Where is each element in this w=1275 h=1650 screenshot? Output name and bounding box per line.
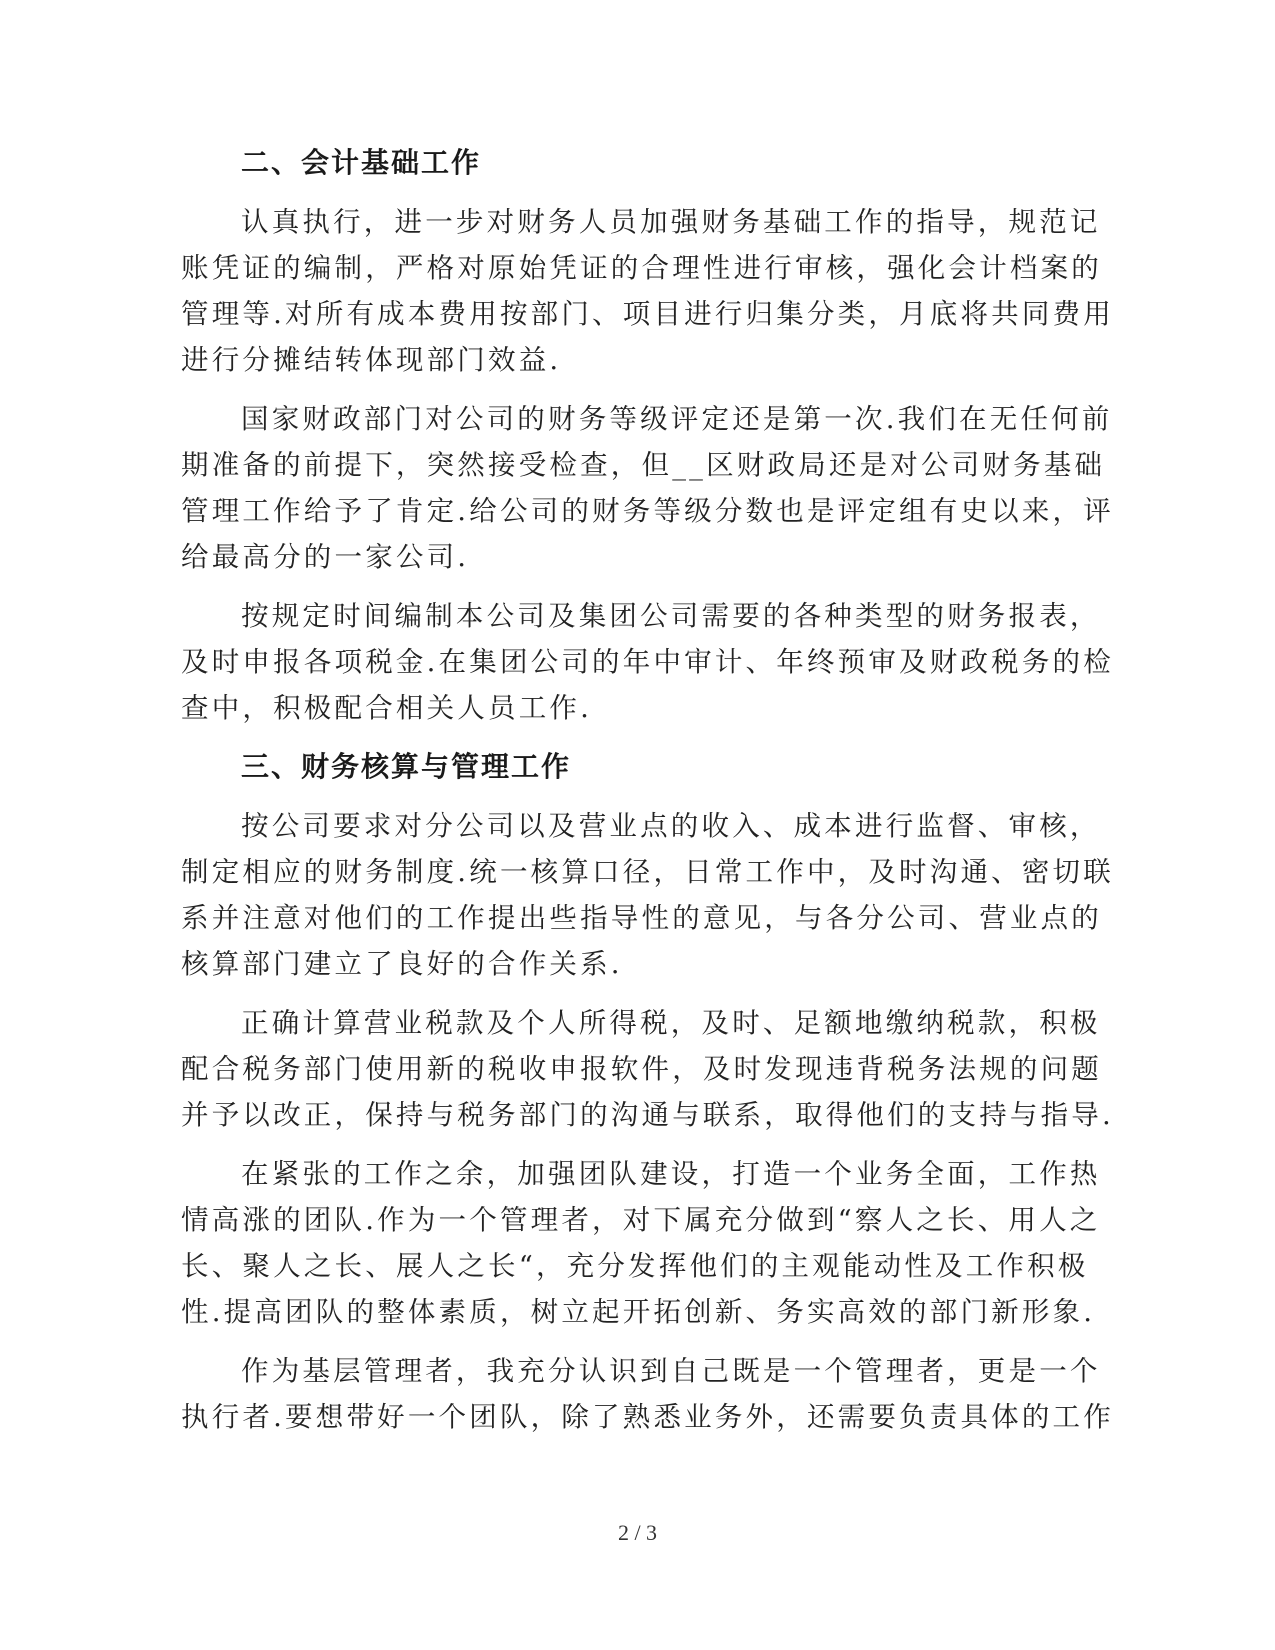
text-line: 账凭证的编制，严格对原始凭证的合理性进行审核，强化会计档案的 xyxy=(181,252,1102,284)
text-line: 管理等.对所有成本费用按部门、项目进行归集分类，月底将共同费用 xyxy=(181,298,1114,330)
text-line: 系并注意对他们的工作提出些指导性的意见，与各分公司、营业点的 xyxy=(181,902,1102,934)
paragraph-taxes xyxy=(181,1000,1114,1138)
text-line: 按公司要求对分公司以及营业点的收入、成本进行监督、审核， xyxy=(241,810,1101,842)
text-line: 查中，积极配合相关人员工作. xyxy=(181,692,593,724)
text-line: 核算部门建立了良好的合作关系. xyxy=(181,948,623,980)
text-line: 国家财政部门对公司的财务等级评定还是第一次.我们在无任何前 xyxy=(241,403,1113,435)
document-page xyxy=(181,140,1114,1440)
text-line: 并予以改正，保持与税务部门的沟通与联系，取得他们的支持与指导. xyxy=(181,1099,1114,1131)
text-line: 正确计算营业税款及个人所得税，及时、足额地缴纳税款，积极 xyxy=(241,1007,1101,1039)
paragraph-supervision xyxy=(181,803,1114,987)
text-line: 情高涨的团队.作为一个管理者，对下属充分做到“察人之长、用人之 xyxy=(181,1204,1101,1236)
text-line: 作为基层管理者，我充分认识到自己既是一个管理者，更是一个 xyxy=(241,1355,1101,1387)
section-heading-accounting-basics: 二、会计基础工作 xyxy=(241,146,482,179)
text-line: 制定相应的财务制度.统一核算口径，日常工作中，及时沟通、密切联 xyxy=(181,856,1114,888)
text-line: 认真执行，进一步对财务人员加强财务基础工作的指导，规范记 xyxy=(241,206,1101,238)
text-line: 进行分摊结转体现部门效益. xyxy=(181,344,562,376)
text-line: 管理工作给予了肯定.给公司的财务等级分数也是评定组有史以来，评 xyxy=(181,495,1114,527)
paragraph-basic-work xyxy=(181,199,1114,383)
text-line: 给最高分的一家公司. xyxy=(181,541,470,573)
text-line: 在紧张的工作之余，加强团队建设，打造一个业务全面，工作热 xyxy=(241,1158,1101,1190)
text-line: 性.提高团队的整体素质，树立起开拓创新、务实高效的部门新形象. xyxy=(181,1296,1096,1328)
text-line: 按规定时间编制本公司及集团公司需要的各种类型的财务报表， xyxy=(241,600,1101,632)
text-line: 执行者.要想带好一个团队，除了熟悉业务外，还需要负责具体的工作 xyxy=(181,1401,1114,1433)
text-line: 长、聚人之长、展人之长“，充分发挥他们的主观能动性及工作积极 xyxy=(181,1250,1089,1282)
paragraph-reports xyxy=(181,593,1114,731)
section-heading-accounting-management: 三、财务核算与管理工作 xyxy=(241,750,572,783)
paragraph-rating xyxy=(181,396,1114,580)
page-number: 2 / 3 xyxy=(617,1520,658,1545)
paragraph-manager-role xyxy=(181,1348,1114,1440)
text-line: 配合税务部门使用新的税收申报软件，及时发现违背税务法规的问题 xyxy=(181,1053,1102,1085)
paragraph-team-building xyxy=(181,1151,1101,1335)
text-line: 及时申报各项税金.在集团公司的年中审计、年终预审及财政税务的检 xyxy=(181,646,1114,678)
text-line: 期准备的前提下，突然接受检查，但__区财政局还是对公司财务基础 xyxy=(181,449,1106,481)
